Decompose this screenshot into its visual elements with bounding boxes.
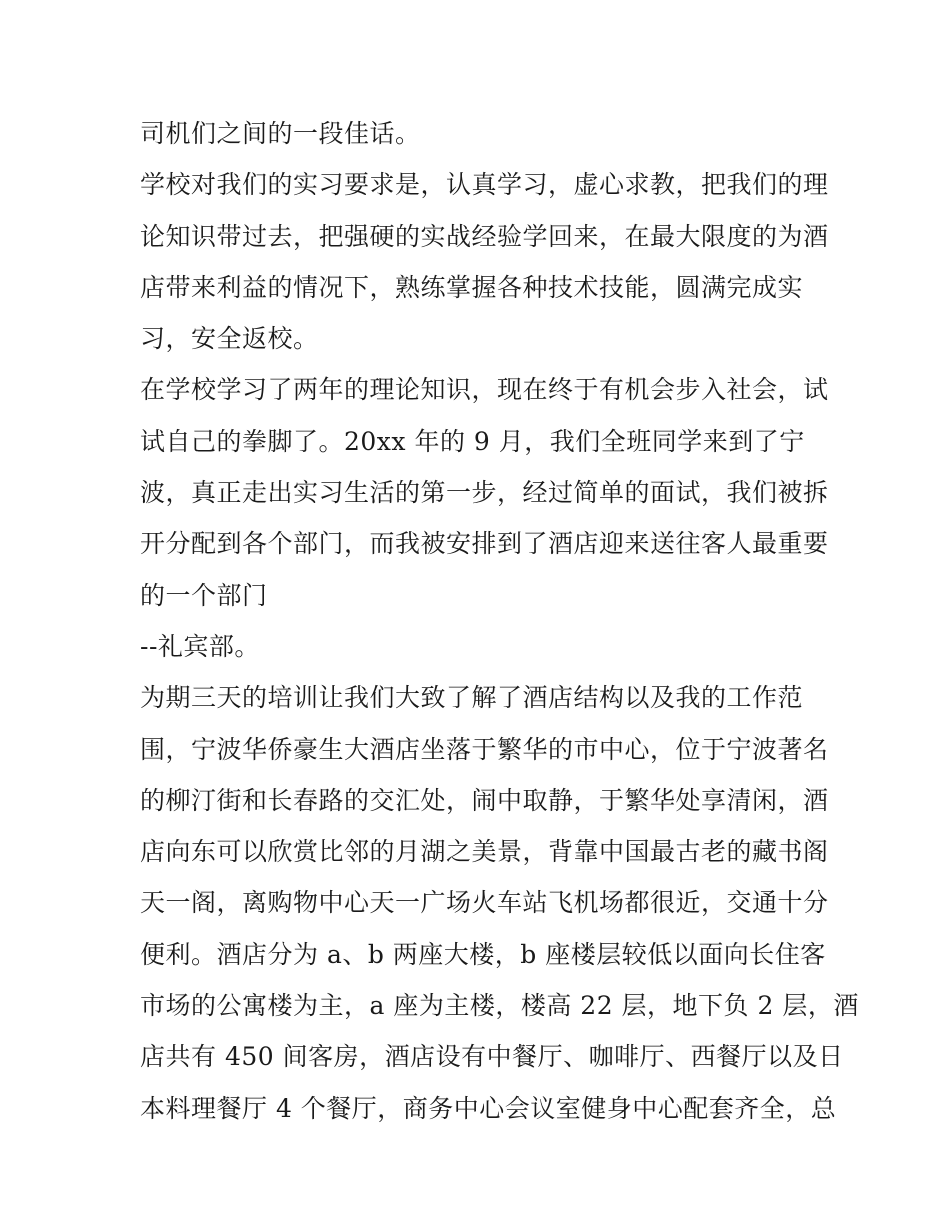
text-line: 波，真正走出实习生活的第一步，经过简单的面试，我们被拆 [140, 478, 829, 508]
text-line: 本料理餐厅 4 个餐厅，商务中心会议室健身中心配套齐全，总 [140, 1093, 837, 1123]
text-line: 围，宁波华侨豪生大酒店坐落于繁华的市中心，位于宁波著名 [140, 734, 829, 764]
text-line: 店带来利益的情况下，熟练掌握各种技术技能，圆满完成实 [140, 272, 804, 302]
text-line: 为期三天的培训让我们大致了解了酒店结构以及我的工作范 [140, 683, 804, 713]
text-line: 司机们之间的一段佳话。 [140, 119, 421, 148]
text-line: 的一个部门 [140, 580, 268, 610]
text-line: 天一阁，离购物中心天一广场火车站飞机场都很近，交通十分 [140, 888, 829, 918]
text-line: 学校对我们的实习要求是，认真学习，虚心求教，把我们的理 [140, 170, 829, 200]
text-line: 便利。酒店分为 a、b 两座大楼，b 座楼层较低以面向长住客 [140, 939, 826, 969]
text-line: 论知识带过去，把强硬的实战经验学回来，在最大限度的为酒 [140, 221, 829, 251]
document-body [140, 108, 859, 1134]
text-line: --礼宾部。 [140, 631, 260, 661]
text-line: 在学校学习了两年的理论知识，现在终于有机会步入社会，试 [140, 375, 829, 405]
text-line: 习，安全返校。 [140, 324, 319, 354]
text-line: 店共有 450 间客房，酒店设有中餐厅、咖啡厅、西餐厅以及日 [140, 1042, 844, 1072]
text-line: 的柳汀街和长春路的交汇处，闹中取静，于繁华处享清闲，酒 [140, 785, 829, 815]
text-line: 试自己的拳脚了。20xx 年的 9 月，我们全班同学来到了宁 [140, 426, 805, 456]
text-line: 开分配到各个部门，而我被安排到了酒店迎来送往客人最重要 [140, 529, 829, 559]
text-line: 市场的公寓楼为主，a 座为主楼，楼高 22 层，地下负 2 层，酒 [140, 991, 859, 1021]
text-line: 店向东可以欣赏比邻的月湖之美景，背靠中国最古老的藏书阁 [140, 837, 829, 867]
